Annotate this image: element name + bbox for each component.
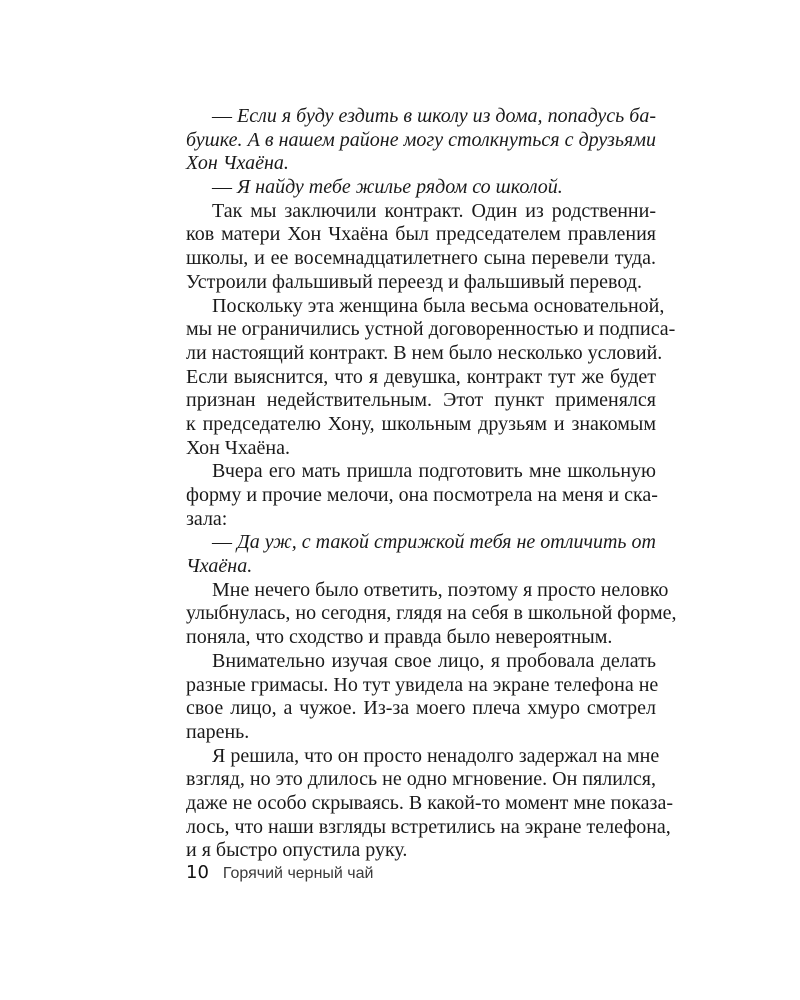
text-line: парень. xyxy=(186,720,250,743)
text-line: улыбнулась, но сегодня, глядя на себя в школьной форме, xyxy=(186,602,677,625)
text-line: Внимательно изучая свое лицо, я пробовала делать xyxy=(212,649,656,672)
text-line: мы не ограничились устной договоренностью и подписа- xyxy=(186,318,676,341)
text-line: Чхаёна. xyxy=(186,555,253,578)
page-body xyxy=(186,105,677,863)
text-line: лось, что наши взгляды встретились на экране телефона, xyxy=(186,815,671,838)
text-line: поняла, что сходство и правда было невероятным. xyxy=(186,626,613,649)
text-line: признан недействительным. Этот пункт применялся xyxy=(186,389,656,412)
text-line: школы, и ее восемнадцатилетнего сына перевели туда. xyxy=(186,247,656,270)
text-line: бушке. А в нашем районе могу столкнуться с друзьями xyxy=(186,128,656,151)
text-line: Я решила, что он просто ненадолго задержал на мне xyxy=(212,744,660,767)
text-line: к председателю Хону, школьным друзьям и знакомым xyxy=(186,412,656,435)
text-line: — Если я буду ездить в школу из дома, попадусь ба- xyxy=(212,105,657,127)
text-line: Устроили фальшивый переезд и фальшивый перевод. xyxy=(186,270,642,293)
page-footer xyxy=(186,862,373,883)
text-line: разные гримасы. Но тут увидела на экране телефона не xyxy=(186,673,659,696)
text-line: Если выяснится, что я девушка, контракт тут же будет xyxy=(186,365,656,388)
text-line: Так мы заключили контракт. Один из родственни- xyxy=(212,199,656,222)
text-line: и я быстро опустила руку. xyxy=(186,839,408,862)
text-line: ли настоящий контракт. В нем было несколько условий. xyxy=(186,341,663,364)
text-line: Поскольку эта женщина была весьма основательной, xyxy=(212,294,665,317)
text-line: — Да уж, с такой стрижкой тебя не отличить от xyxy=(212,531,657,554)
text-line: свое лицо, а чужое. Из-за моего плеча хмуро смотрел xyxy=(186,697,656,720)
text-line: даже не особо скрываясь. В какой-то момент мне показа- xyxy=(186,791,673,814)
text-line: Вчера его мать пришла подготовить мне школьную xyxy=(212,460,656,483)
running-title: Горячий черный чай xyxy=(222,865,374,882)
text-line: Мне нечего было ответить, поэтому я просто неловко xyxy=(212,578,669,601)
text-line: зала: xyxy=(186,507,228,530)
text-line: Хон Чхаёна. xyxy=(186,436,290,459)
text-line: Хон Чхаёна. xyxy=(186,152,289,175)
text-line: — Я найду тебе жилье рядом со школой. xyxy=(212,176,563,199)
text-line: взгляд, но это длилось не одно мгновение. Он пялился, xyxy=(186,768,656,791)
page-number: 10 xyxy=(186,862,209,883)
text-line: ков матери Хон Чхаёна был председателем правления xyxy=(186,223,656,246)
text-line: форму и прочие мелочи, она посмотрела на меня и ска- xyxy=(186,484,658,506)
